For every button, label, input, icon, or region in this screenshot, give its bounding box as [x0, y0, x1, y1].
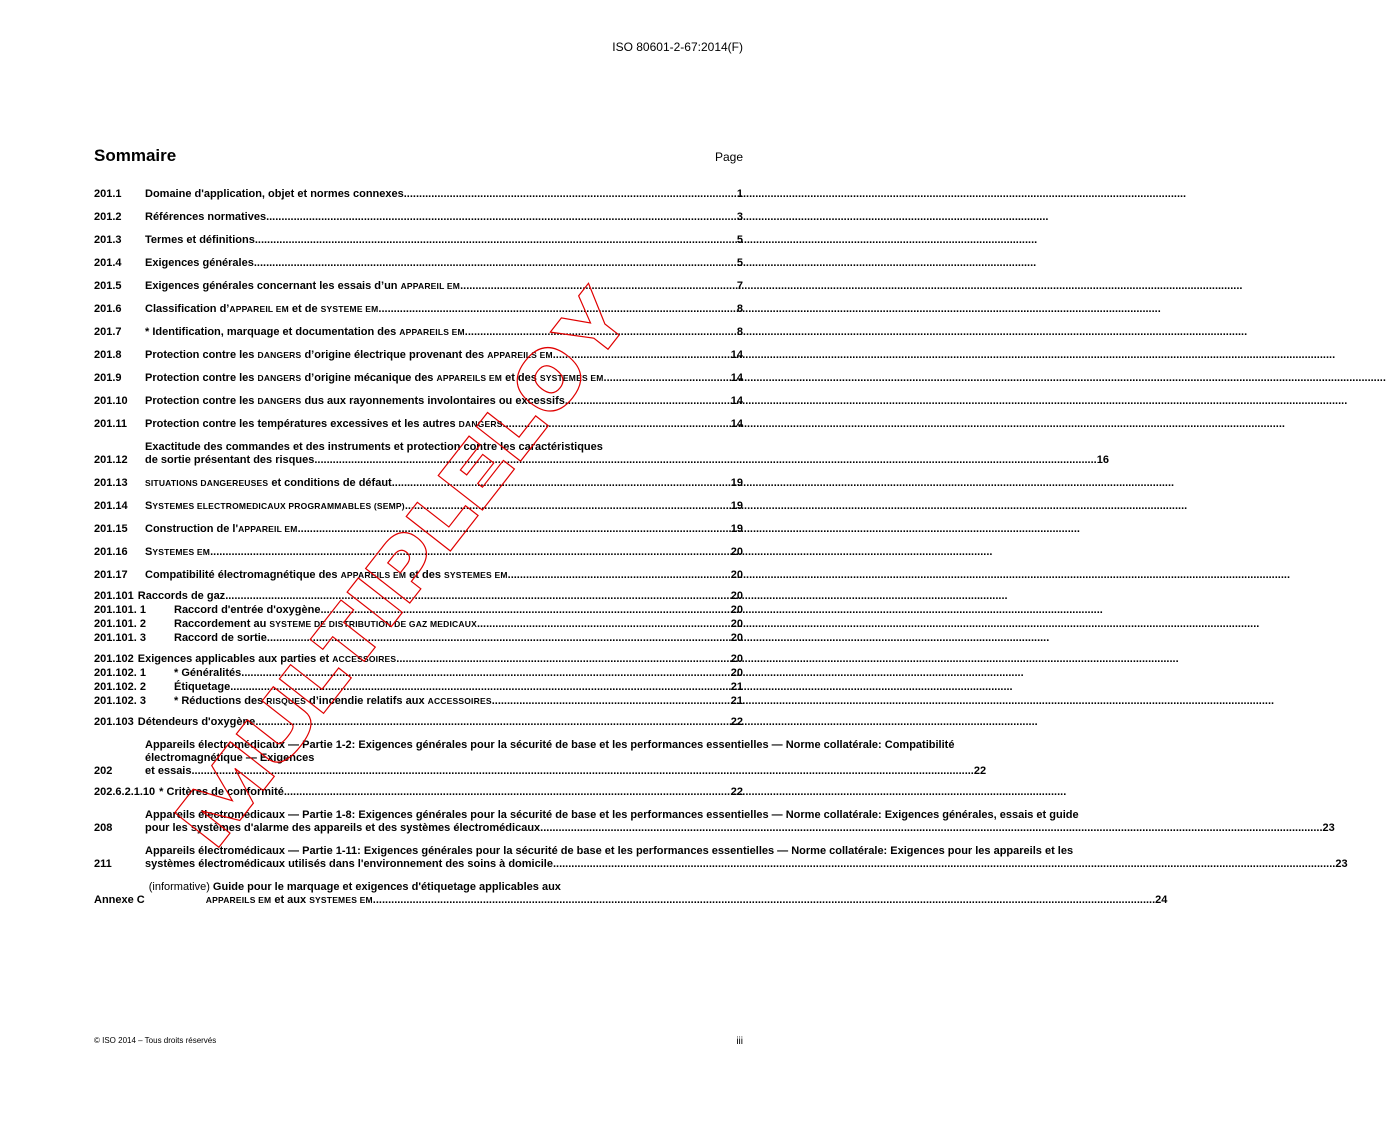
- toc-entry-page: 23: [1322, 822, 1335, 834]
- toc-entry-body: [145, 739, 986, 778]
- toc-entry-text-part: APPAREIL EM: [400, 281, 461, 291]
- toc-entry-text-part: dus aux rayonnements involontaires ou excessifs: [301, 395, 565, 407]
- toc-entry-body: [145, 809, 1335, 835]
- toc-entry-title: [145, 822, 540, 835]
- toc-entry-number: 201.5: [94, 280, 122, 292]
- toc-entry-number: 201.14: [94, 500, 128, 512]
- toc-entry[interactable]: [94, 326, 743, 339]
- toc-entry-title: [145, 257, 254, 270]
- toc-entry[interactable]: [94, 618, 743, 631]
- toc-leader-dots: [284, 786, 731, 799]
- toc-entry-text-part: Construction de l': [145, 523, 239, 535]
- toc-entry[interactable]: [94, 845, 1348, 871]
- toc-entry-text-part: * Réductions des: [174, 695, 267, 707]
- toc-entry-title: [145, 326, 465, 339]
- toc-entry-text-part: APPAREILS EM: [436, 373, 503, 383]
- toc-entry-lead: [149, 881, 1168, 894]
- toc-leader-dots: [553, 858, 1335, 871]
- toc-leader-dots: [604, 372, 731, 385]
- toc-entry-number: 202: [94, 765, 113, 777]
- toc-entry-text-part: et de: [288, 303, 321, 315]
- toc-entry-number: 201.101. 3: [94, 632, 146, 644]
- toc-entry[interactable]: [94, 257, 743, 270]
- toc-entry-text-part: SYSTEMES EM: [539, 373, 604, 383]
- toc-entry-text-part: Détendeurs d'oxygène: [137, 716, 256, 728]
- toc-entry[interactable]: [94, 653, 743, 666]
- toc-entry-number: 201.11: [94, 418, 128, 430]
- toc-leader-dots: [267, 632, 731, 645]
- toc-entry-page: 22: [973, 765, 987, 777]
- toc-entry-text-part: d’incendie relatifs aux: [305, 695, 428, 707]
- toc-entry-text-part: ACCESSOIRES: [427, 696, 492, 706]
- toc-entry-page: 8: [736, 303, 743, 315]
- toc-entry-title: [174, 618, 477, 631]
- toc-entry[interactable]: [94, 395, 743, 408]
- toc-entry-page: 5: [736, 257, 743, 269]
- toc-entry-title: [145, 418, 503, 431]
- toc-entry-number: 201.101. 1: [94, 604, 146, 616]
- toc-entry-page: 16: [1096, 454, 1109, 466]
- toc-entry-text-part: SYSTEME EM: [320, 304, 379, 314]
- toc-entry-text-part: Références normatives: [145, 211, 267, 223]
- toc-entry-title: [174, 632, 267, 645]
- toc-entry-text-part: Raccord de sortie: [174, 632, 267, 644]
- toc-leader-dots: [225, 590, 731, 603]
- toc-entry-text-part: pour les systèmes d'alarme des appareils et des systèmes électromédicaux: [145, 822, 541, 834]
- toc-entry-page: 20: [730, 667, 743, 679]
- toc-entry-text-part: et des: [406, 569, 445, 581]
- toc-entry-lead: Appareils électromédicaux — Partie 1-11: Exigences générales pour la sécurité de base et les performances essentielles — Norme collatérale: Exigences pour les appareils et les: [145, 845, 1074, 857]
- toc-entry-text-part: Raccords de gaz: [137, 590, 226, 602]
- toc-entry-text-part: APPAREILS EM: [487, 350, 553, 360]
- toc-leader-dots: [378, 303, 736, 316]
- toc-entry-text-part: S: [145, 500, 153, 512]
- toc-entry-page: 20: [730, 618, 743, 630]
- toc-leader-dots: [373, 894, 1155, 907]
- toc-entry-number: 201.12: [94, 454, 128, 466]
- toc-entry-title: [145, 395, 565, 408]
- toc-leader-dots: [241, 667, 730, 680]
- toc-entry-title: [174, 604, 320, 617]
- toc-entry[interactable]: [94, 500, 743, 513]
- toc-entry-text-part: et des: [502, 372, 540, 384]
- toc-entry[interactable]: [94, 604, 743, 617]
- toc-entry-title: [145, 523, 298, 536]
- toc-entry-title: [138, 653, 397, 666]
- toc-entry-number: 201.102: [94, 653, 134, 665]
- toc-leader-dots: [255, 234, 737, 247]
- toc-entry-body: [145, 441, 1109, 467]
- toc-entry-page: 21: [730, 695, 743, 707]
- toc-entry-body: [149, 881, 1168, 907]
- toc-entry-text-part: DANGERS: [257, 396, 302, 406]
- toc-leader-dots: [565, 395, 731, 408]
- toc-entry-number: 208: [94, 822, 113, 834]
- toc-leader-dots: [298, 523, 731, 536]
- toc-entry[interactable]: [94, 809, 1335, 835]
- toc-entry-page: 19: [730, 500, 743, 512]
- toc-entry[interactable]: [94, 280, 743, 293]
- toc-entry-number: 201.6: [94, 303, 122, 315]
- toc-entry-title: [145, 372, 604, 385]
- toc-entry-text-part: Domaine d'application, objet et normes connexes: [145, 188, 404, 200]
- toc-entry[interactable]: [94, 786, 743, 799]
- toc-entry-title: [145, 500, 405, 513]
- toc-entry-page: 20: [730, 653, 743, 665]
- toc-entry-text-part: APPAREILS EM: [205, 895, 272, 905]
- toc-entry-title: [174, 695, 492, 708]
- toc-entry-lead: Appareils électromédicaux — Partie 1-2: Exigences générales pour la sécurité de base et les performances essentielles — Norme collatérale: Compatibilité électromagnétique — Exigences: [145, 739, 955, 764]
- toc-entry-text-part: RISQUES: [266, 696, 306, 706]
- toc-entry-page: 8: [736, 326, 743, 338]
- toc-entry[interactable]: [94, 632, 743, 645]
- toc-entry[interactable]: [94, 881, 1168, 907]
- toc-entry-lead: Exactitude des commandes et des instruments et protection contre les caractéristiques: [145, 441, 603, 453]
- toc-entry-title: [145, 234, 255, 247]
- toc-entry-number: 201.1: [94, 188, 122, 200]
- toc-entry[interactable]: [94, 546, 743, 559]
- toc-entry-number: 201.16: [94, 546, 128, 558]
- toc-entry-text-part: * Critères de conformité: [159, 786, 284, 798]
- toc-entry[interactable]: [94, 418, 743, 431]
- toc-leader-dots: [392, 477, 731, 490]
- toc-leader-dots: [477, 618, 731, 631]
- toc-entry-number: 201.102. 3: [94, 695, 146, 707]
- toc-entry-number: 201.101: [94, 590, 134, 602]
- toc-entry-text-part: d’origine mécanique des: [301, 372, 437, 384]
- toc-entry-page: 23: [1335, 858, 1348, 870]
- toc-entry-title: [145, 569, 508, 582]
- toc-entry-title: [145, 280, 460, 293]
- toc-entry-text-part: SYSTEMES EM: [444, 570, 508, 580]
- toc-leader-dots: [210, 546, 731, 559]
- toc-leader-dots: [255, 716, 730, 729]
- toc-entry-text-part: (informative): [148, 881, 210, 893]
- toc-entry-text-part: Protection contre les: [145, 349, 258, 361]
- toc-entry-page: 5: [736, 234, 743, 246]
- toc-leader-dots: [540, 822, 1322, 835]
- toc-entry-text-part: Termes et définitions: [145, 234, 255, 246]
- toc-entry-text-part: APPAREILS EM: [399, 327, 465, 337]
- toc-entry[interactable]: [94, 372, 743, 385]
- toc-entry-title: [145, 211, 266, 224]
- toc-entry-title: [174, 681, 230, 694]
- toc-entry-text-part: Guide pour le marquage et exigences d'étiquetage applicables aux: [209, 881, 561, 893]
- toc-entry-text-part: d’origine électrique provenant des: [301, 349, 488, 361]
- toc-entry-title: [145, 546, 210, 559]
- toc-entry-title: [145, 477, 392, 490]
- toc-entry-number: 201.7: [94, 326, 122, 338]
- toc-entry-title: [138, 590, 225, 603]
- toc-entry-page: 1: [736, 188, 743, 200]
- toc-entry-text-part: Exigences applicables aux parties et: [137, 653, 333, 665]
- footer-page-number: iii: [736, 1036, 743, 1047]
- toc-leader-dots: [465, 326, 737, 339]
- toc-entry-page: 3: [736, 211, 743, 223]
- toc-leader-dots: [254, 257, 737, 270]
- toc-entry-number: 201.2: [94, 211, 122, 223]
- toc-entry-text-part: Raccord d'entrée d'oxygène: [174, 604, 321, 616]
- toc-entry-number: 201.3: [94, 234, 122, 246]
- toc-entry[interactable]: [94, 441, 1109, 467]
- toc-entry-text-part: et aux: [271, 894, 310, 906]
- toc-leader-dots: [508, 569, 731, 582]
- toc-leader-dots: [503, 418, 731, 431]
- table-of-contents: [94, 188, 1348, 907]
- toc-entry-title: [145, 765, 191, 778]
- toc-entry[interactable]: [94, 590, 743, 603]
- toc-leader-dots: [320, 604, 730, 617]
- toc-entry-text-part: YSTEMES ELECTROMEDICAUX PROGRAMMABLES: [152, 501, 372, 511]
- toc-entry-text-part: APPAREILS EM: [340, 570, 407, 580]
- toc-entry[interactable]: [94, 234, 743, 247]
- toc-leader-dots: [553, 349, 731, 362]
- toc-entry-text-part: Étiquetage: [174, 681, 231, 693]
- toc-entry-page: 14: [730, 395, 743, 407]
- toc-entry[interactable]: [94, 739, 987, 778]
- toc-leader-dots: [396, 653, 730, 666]
- toc-entry-text-part: de sortie présentant des risques: [145, 454, 315, 466]
- toc-entry-text-part: S: [145, 546, 153, 558]
- footer-copyright: © ISO 2014 – Tous droits réservés: [94, 1036, 217, 1045]
- toc-entry[interactable]: [94, 188, 743, 201]
- toc-entry-number: 211: [94, 858, 112, 870]
- toc-entry-page: 19: [730, 523, 743, 535]
- toc-entry-text-part: Classification d’: [145, 303, 230, 315]
- toc-leader-dots: [230, 681, 731, 694]
- toc-entry-text-part: DANGERS: [257, 350, 302, 360]
- toc-entry-text-part: YSTEMES EM: [152, 547, 211, 557]
- toc-entry-page: 14: [730, 418, 743, 430]
- toc-entry-lead: Appareils électromédicaux — Partie 1-8: Exigences générales pour la sécurité de base et les performances essentielles — Norme collatérale: Exigences générales, essais et guide: [145, 809, 1079, 821]
- toc-entry[interactable]: [94, 569, 743, 582]
- toc-entry[interactable]: [94, 523, 743, 536]
- toc-entry-text-part: et conditions de défaut: [268, 477, 392, 489]
- toc-entry-text-part: SYSTEME DE DISTRIBUTION DE GAZ MEDICAUX: [269, 619, 477, 629]
- toc-entry[interactable]: [94, 716, 743, 729]
- toc-entry[interactable]: [94, 303, 743, 316]
- toc-entry-text-part: Protection contre les températures excessives et les autres: [145, 418, 459, 430]
- toc-entry[interactable]: [94, 667, 743, 680]
- toc-leader-dots: [460, 280, 737, 293]
- toc-entry-number: 201.15: [94, 523, 128, 535]
- toc-entry-page: 14: [730, 372, 743, 384]
- toc-entry-text-part: * Identification, marquage et documentation des: [145, 326, 400, 338]
- toc-leader-dots: [314, 454, 1096, 467]
- toc-entry-title: [138, 716, 256, 729]
- toc-entry-title: [145, 188, 404, 201]
- toc-entry-text-part: * Généralités: [174, 667, 242, 679]
- toc-entry-number: 201.9: [94, 372, 122, 384]
- toc-leader-dots: [492, 695, 731, 708]
- toc-entry-title: [145, 303, 378, 316]
- toc-entry-page: 22: [730, 716, 743, 728]
- toc-entry[interactable]: [94, 349, 743, 362]
- toc-entry-text-part: DANGERS: [458, 419, 503, 429]
- toc-entry-page: 19: [730, 477, 743, 489]
- toc-entry-text-part: Protection contre les: [145, 372, 258, 384]
- toc-entry-text-part: et essais: [145, 765, 192, 777]
- toc-entry-body: [145, 845, 1348, 871]
- toc-entry-page: 7: [736, 280, 743, 292]
- toc-entry-number: 201.102. 2: [94, 681, 146, 693]
- toc-entry-number: 201.13: [94, 477, 128, 489]
- toc-entry-text-part: (SEMP): [371, 501, 405, 511]
- page-title: Sommaire: [94, 146, 177, 165]
- toc-entry-text-part: Protection contre les: [145, 395, 258, 407]
- toc-entry-page: 20: [730, 590, 743, 602]
- toc-entry-text-part: Exigences générales: [145, 257, 254, 269]
- toc-entry-text-part: Raccordement au: [174, 618, 270, 630]
- toc-entry-text-part: ACCESSOIRES: [332, 654, 397, 664]
- toc-entry-title: [145, 858, 553, 871]
- toc-leader-dots: [404, 188, 737, 201]
- toc-entry-text-part: Exigences générales concernant les essais d’un: [145, 280, 401, 292]
- document-reference: ISO 80601-2-67:2014(F): [612, 40, 743, 54]
- toc-entry-number: Annexe C: [94, 894, 145, 906]
- toc-entry-page: 20: [730, 546, 743, 558]
- toc-entry[interactable]: [94, 695, 743, 708]
- toc-entry-page: 21: [730, 681, 743, 693]
- toc-entry[interactable]: [94, 681, 743, 694]
- toc-entry-page: 14: [730, 349, 743, 361]
- page-column-label: Page: [714, 150, 743, 164]
- toc-entry-text-part: SYSTEMES EM: [309, 895, 373, 905]
- toc-entry-title: [145, 454, 314, 467]
- toc-entry-number: 201.103: [94, 716, 134, 728]
- toc-entry-text-part: APPAREIL EM: [229, 304, 289, 314]
- toc-entry-title: [159, 786, 284, 799]
- toc-entry-number: 201.10: [94, 395, 128, 407]
- toc-entry-page: 20: [730, 569, 743, 581]
- toc-entry-title: [145, 349, 553, 362]
- toc-entry-title: [174, 667, 241, 680]
- toc-entry-number: 201.8: [94, 349, 122, 361]
- toc-entry-page: 20: [730, 604, 743, 616]
- toc-entry-title: [149, 894, 373, 907]
- toc-entry-number: 201.102. 1: [94, 667, 146, 679]
- toc-entry-number: 201.101. 2: [94, 618, 146, 630]
- toc-entry-number: 201.4: [94, 257, 122, 269]
- toc-entry[interactable]: [94, 211, 743, 224]
- toc-leader-dots: [405, 500, 731, 513]
- toc-entry-page: 24: [1155, 894, 1168, 906]
- toc-entry[interactable]: [94, 477, 743, 490]
- toc-entry-page: 22: [730, 786, 743, 798]
- toc-leader-dots: [191, 765, 973, 778]
- toc-leader-dots: [266, 211, 737, 224]
- toc-entry-text-part: SITUATIONS DANGEREUSES: [145, 478, 269, 488]
- toc-entry-text-part: DANGERS: [257, 373, 302, 383]
- toc-entry-text-part: Compatibilité électromagnétique des: [145, 569, 341, 581]
- toc-entry-text-part: systèmes électromédicaux utilisés dans l'environnement des soins à domicile: [145, 858, 553, 870]
- toc-entry-number: 201.17: [94, 569, 128, 581]
- toc-entry-number: 202.6.2.1.10: [94, 786, 156, 798]
- toc-entry-page: 20: [730, 632, 743, 644]
- toc-entry-text-part: APPAREIL EM: [238, 524, 298, 534]
